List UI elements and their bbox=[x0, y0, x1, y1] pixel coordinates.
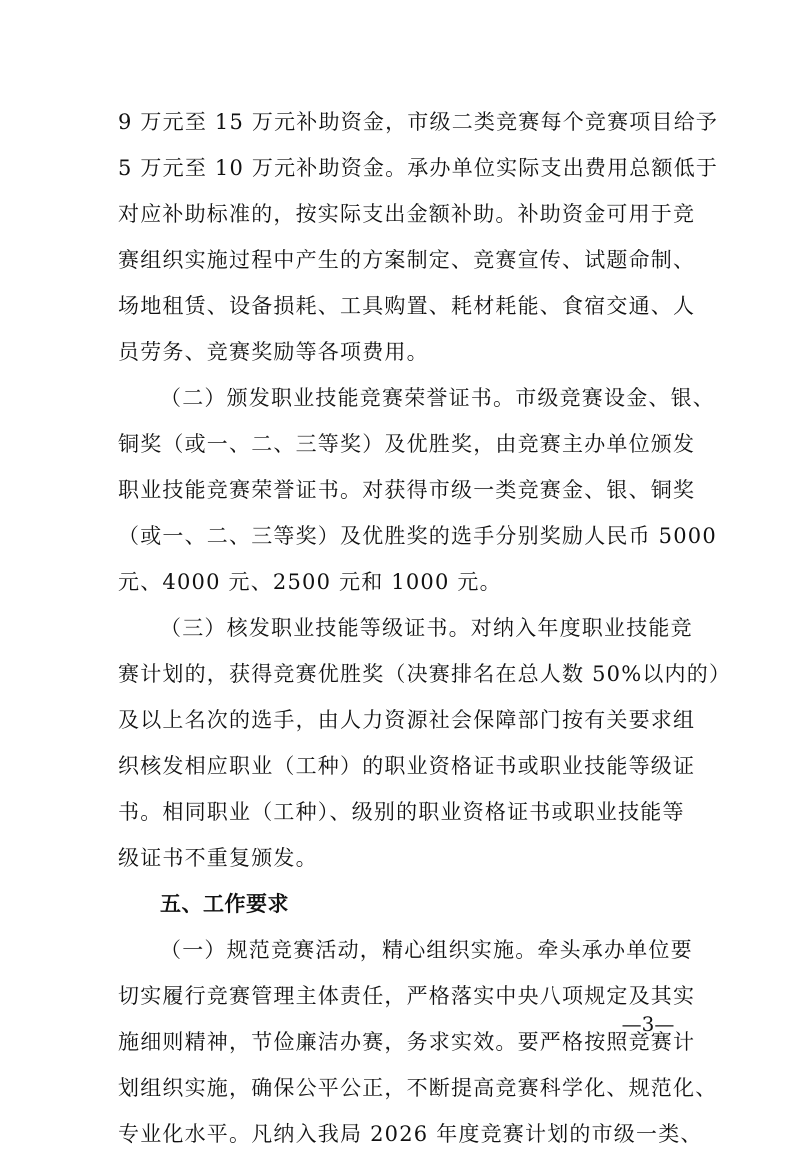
text-line: 织核发相应职业（工种）的职业资格证书或职业技能等级证 bbox=[118, 754, 696, 778]
text-line: 赛计划的，获得竞赛优胜奖（决赛排名在总人数 50%以内的） bbox=[118, 662, 732, 686]
text-line: 切实履行竞赛管理主体责任，严格落实中央八项规定及其实 bbox=[118, 984, 696, 1008]
section-paragraph-line: （一）规范竞赛活动，精心组织实施。牵头承办单位要 bbox=[160, 938, 693, 962]
text-line: 对应补助标准的，按实际支出金额补助。补助资金可用于竞 bbox=[118, 202, 696, 226]
text-line: 专业化水平。凡纳入我局 2026 年度竞赛计划的市级一类、 bbox=[118, 1122, 703, 1146]
text-line: 9 万元至 15 万元补助资金，市级二类竞赛每个竞赛项目给予 bbox=[118, 110, 719, 134]
page-number: —3— bbox=[621, 1012, 675, 1036]
section-paragraph-line: （三）核发职业技能等级证书。对纳入年度职业技能竞 bbox=[160, 616, 693, 640]
text-line: 书。相同职业（工种）、级别的职业资格证书或职业技能等 bbox=[118, 800, 685, 824]
text-line: 施细则精神，节俭廉洁办赛，务求实效。要严格按照竞赛计 bbox=[118, 1030, 696, 1054]
text-line: 赛组织实施过程中产生的方案制定、竞赛宣传、试题命制、 bbox=[118, 248, 696, 272]
text-line: 级证书不重复颁发。 bbox=[118, 846, 318, 870]
section-paragraph-line: （二）颁发职业技能竞赛荣誉证书。市级竞赛设金、银、 bbox=[160, 386, 715, 410]
text-line: 员劳务、竞赛奖励等各项费用。 bbox=[118, 340, 429, 364]
text-line: 铜奖（或一、二、三等奖）及优胜奖，由竞赛主办单位颁发 bbox=[118, 432, 696, 456]
text-line: （或一、二、三等奖）及优胜奖的选手分别奖励人民币 5000 bbox=[118, 524, 717, 548]
text-line: 及以上名次的选手，由人力资源社会保障部门按有关要求组 bbox=[118, 708, 696, 732]
section-heading: 五、工作要求 bbox=[160, 892, 289, 916]
text-line: 5 万元至 10 万元补助资金。承办单位实际支出费用总额低于 bbox=[118, 156, 719, 180]
text-line: 职业技能竞赛荣誉证书。对获得市级一类竞赛金、银、铜奖 bbox=[118, 478, 696, 502]
text-line: 划组织实施，确保公平公正，不断提高竞赛科学化、规范化、 bbox=[118, 1076, 718, 1100]
text-line: 元、4000 元、2500 元和 1000 元。 bbox=[118, 570, 502, 594]
text-line: 场地租赁、设备损耗、工具购置、耗材耗能、食宿交通、人 bbox=[118, 294, 696, 318]
